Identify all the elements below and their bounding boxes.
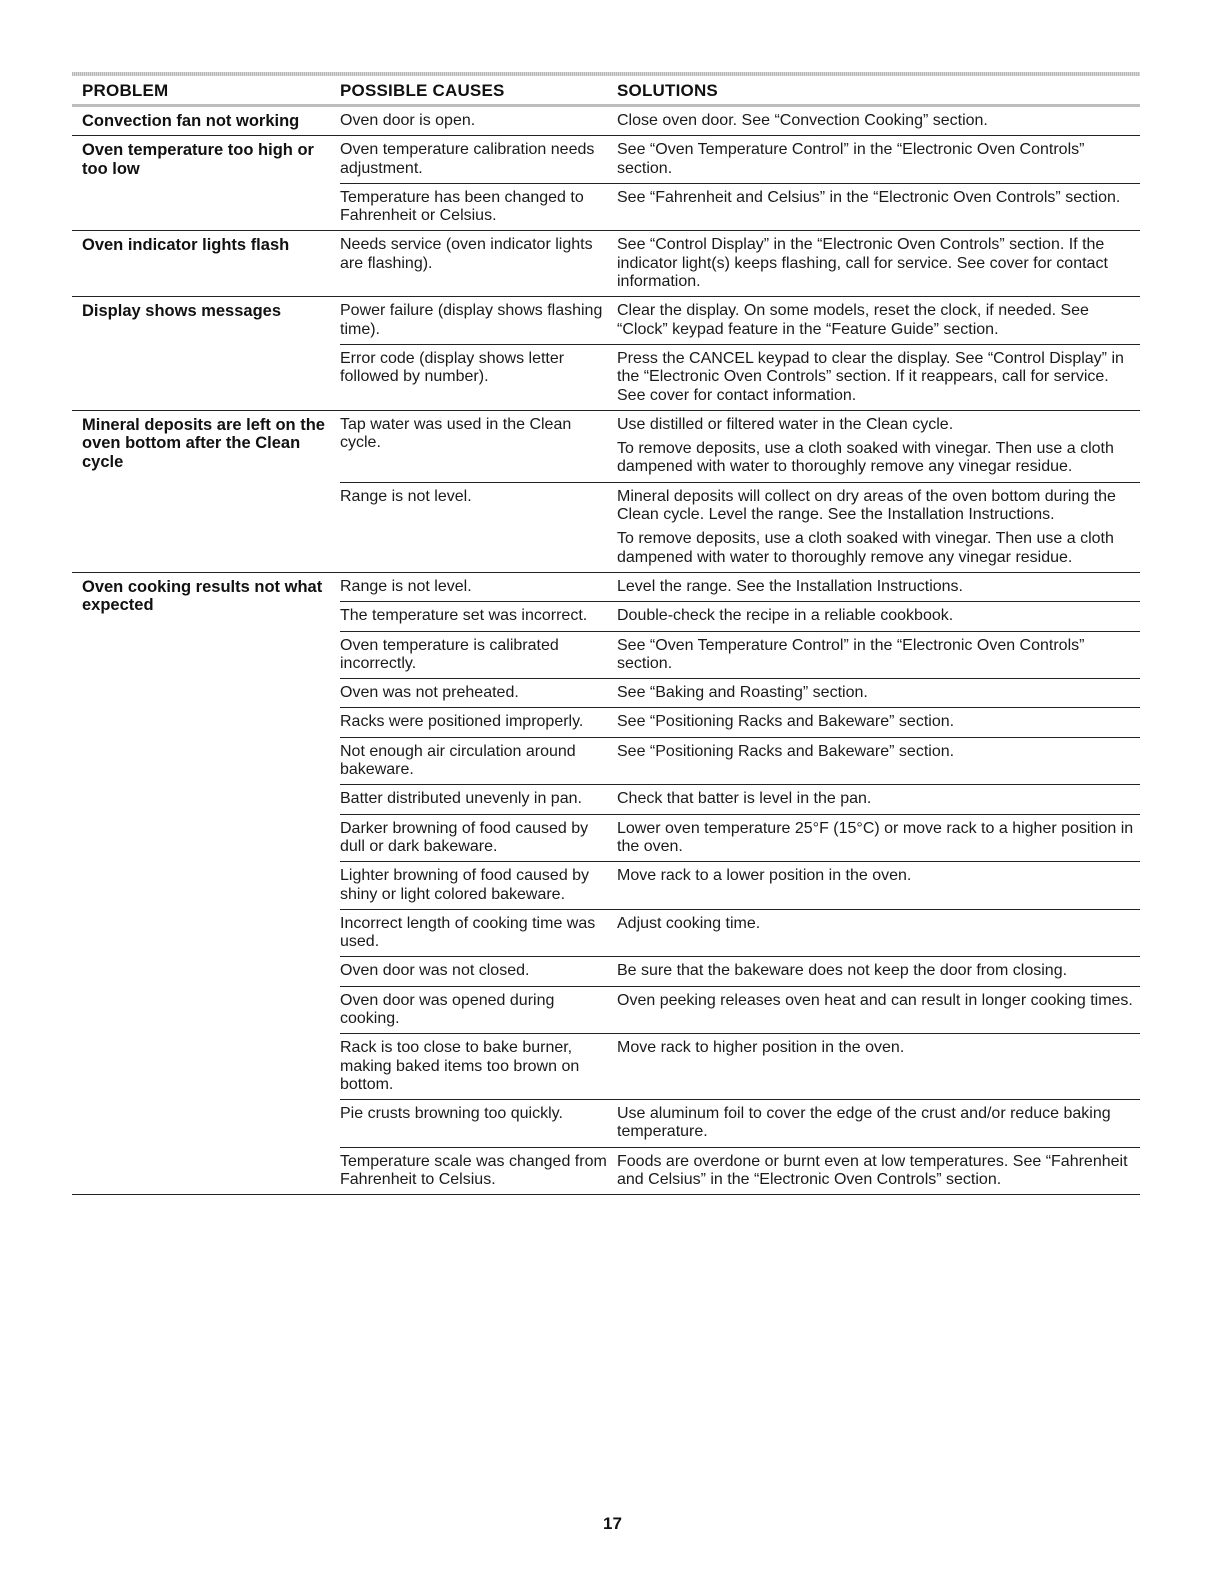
table-top-rule <box>72 72 1140 76</box>
possible-cause: Oven temperature is calibrated incorrectly. <box>340 636 559 672</box>
solution-paragraph: Press the CANCEL keypad to clear the display. See “Control Display” in the “Electronic Oven Controls” section. If it reappears, call for service. See cover for contact information. <box>617 349 1124 404</box>
solution <box>617 713 1140 731</box>
solution-paragraph: Double-check the recipe in a reliable cookbook. <box>617 607 954 625</box>
table-row <box>340 708 1140 737</box>
solution-paragraph: Foods are overdone or burnt even at low temperatures. See “Fahrenheit and Celsius” in the “Electronic Oven Controls” section. <box>617 1152 1128 1189</box>
solution <box>617 578 1140 596</box>
solution-paragraph: To remove deposits, use a cloth soaked with vinegar. Then use a cloth dampened with water to thoroughly remove any vinegar residue. <box>617 440 1114 476</box>
problem-group <box>72 573 1140 1195</box>
table-row <box>340 632 1140 680</box>
possible-cause: Incorrect length of cooking time was used. <box>340 914 596 951</box>
possible-cause: Not enough air circulation around bakeware. <box>340 742 576 779</box>
possible-cause: Range is not level. <box>340 577 472 595</box>
problem-label: Convection fan not working <box>82 112 300 130</box>
possible-cause: Power failure (display shows flashing time). <box>340 302 603 338</box>
solution-paragraph: To remove deposits, use a cloth soaked with vinegar. Then use a cloth dampened with water to thoroughly remove any vinegar residue. <box>617 530 1114 566</box>
solution-paragraph: See “Fahrenheit and Celsius” in the “Electronic Oven Controls” section. <box>617 188 1121 206</box>
solution <box>617 1105 1140 1142</box>
solution <box>617 962 1140 980</box>
table-row <box>340 411 1140 483</box>
possible-cause: Lighter browning of food caused by shiny or light colored bakeware. <box>340 867 590 903</box>
problem-group <box>72 297 1140 410</box>
table-row <box>340 987 1140 1035</box>
solution <box>617 992 1140 1029</box>
solution-paragraph: See “Positioning Racks and Bakeware” section. <box>617 713 955 731</box>
header-problem: PROBLEM <box>82 81 169 100</box>
solution-paragraph: Move rack to a lower position in the oven. <box>617 867 912 885</box>
problem-label: Oven cooking results not what expected <box>82 577 323 615</box>
table-row <box>340 1034 1140 1100</box>
page-number: 17 <box>603 1514 622 1533</box>
solution-paragraph: Close oven door. See “Convection Cooking” section. <box>617 112 988 129</box>
cause-solution-list <box>340 297 1140 409</box>
solution <box>617 302 1140 339</box>
solution <box>617 350 1140 405</box>
cause-solution-list <box>340 107 1140 135</box>
table-body <box>72 107 1140 1195</box>
solution <box>617 743 1140 780</box>
solution-paragraph: See “Oven Temperature Control” in the “Electronic Oven Controls” section. <box>617 636 1085 672</box>
possible-cause: Oven door is open. <box>340 112 476 129</box>
table-header-row <box>72 78 1140 107</box>
table-row <box>340 483 1140 572</box>
solution-paragraph: Be sure that the bakeware does not keep the door from closing. <box>617 962 1068 980</box>
table-row <box>340 297 1140 345</box>
cause-solution-list <box>340 136 1140 230</box>
solution-paragraph: See “Positioning Racks and Bakeware” section. <box>617 742 955 760</box>
possible-cause: Oven door was opened during cooking. <box>340 991 555 1027</box>
solution <box>617 1039 1140 1094</box>
table-row <box>340 184 1140 231</box>
problem-group <box>72 136 1140 231</box>
table-row <box>340 910 1140 958</box>
solution-paragraph: Mineral deposits will collect on dry areas of the oven bottom during the Clean cycle. Level the range. See the Installation Instructions. <box>617 487 1116 524</box>
possible-cause: Racks were positioned improperly. <box>340 713 584 731</box>
possible-cause: Temperature has been changed to Fahrenheit or Celsius. <box>340 188 584 225</box>
possible-cause: Tap water was used in the Clean cycle. <box>340 415 572 452</box>
solution <box>617 488 1140 567</box>
possible-cause: Temperature scale was changed from Fahrenheit to Celsius. <box>340 1152 607 1189</box>
troubleshooting-table <box>72 72 1140 1195</box>
solution <box>617 637 1140 674</box>
table-row <box>340 785 1140 814</box>
table-row <box>340 107 1140 135</box>
table-row <box>340 738 1140 786</box>
possible-cause: Needs service (oven indicator lights are flashing). <box>340 236 593 272</box>
solution <box>617 189 1140 226</box>
cause-solution-list <box>340 573 1140 1194</box>
solution-paragraph: Lower oven temperature 25°F (15°C) or move rack to a higher position in the oven. <box>617 819 1134 855</box>
solution <box>617 915 1140 952</box>
table-row <box>340 957 1140 986</box>
table-row <box>340 1100 1140 1148</box>
table-row <box>340 1148 1140 1195</box>
header-solutions: SOLUTIONS <box>617 81 718 100</box>
solution <box>617 607 1140 625</box>
solution-paragraph: Use aluminum foil to cover the edge of the crust and/or reduce baking temperature. <box>617 1105 1111 1141</box>
table-row <box>340 602 1140 631</box>
table-row <box>340 231 1140 296</box>
problem-group <box>72 411 1140 573</box>
problem-group <box>72 231 1140 297</box>
table-row <box>340 862 1140 910</box>
solution-paragraph: See “Baking and Roasting” section. <box>617 684 868 702</box>
solution-paragraph: Level the range. See the Installation Instructions. <box>617 577 963 595</box>
solution <box>617 141 1140 178</box>
solution <box>617 820 1140 857</box>
possible-cause: The temperature set was incorrect. <box>340 607 588 625</box>
solution-paragraph: Clear the display. On some models, reset the clock, if needed. See “Clock” keypad feature in the “Feature Guide” section. <box>617 302 1089 338</box>
table-row <box>340 136 1140 184</box>
solution <box>617 1153 1140 1190</box>
possible-cause: Oven temperature calibration needs adjustment. <box>340 141 595 177</box>
solution-paragraph: Move rack to higher position in the oven. <box>617 1039 905 1057</box>
solution-paragraph: Check that batter is level in the pan. <box>617 790 872 808</box>
solution-paragraph: Use distilled or filtered water in the Clean cycle. <box>617 415 954 433</box>
possible-cause: Pie crusts browning too quickly. <box>340 1105 563 1123</box>
solution-paragraph: Adjust cooking time. <box>617 914 761 932</box>
problem-label: Oven indicator lights flash <box>82 236 290 255</box>
solution-paragraph: See “Control Display” in the “Electronic Oven Controls” section. If the indicator light(s) keeps flashing, call for service. See cover for contact information. <box>617 236 1108 291</box>
solution <box>617 790 1140 808</box>
solution <box>617 867 1140 904</box>
possible-cause: Oven was not preheated. <box>340 684 519 702</box>
problem-label: Oven temperature too high or too low <box>82 141 314 178</box>
solution <box>617 416 1140 477</box>
header-possible-causes: POSSIBLE CAUSES <box>340 81 505 100</box>
table-row <box>340 573 1140 602</box>
table-row <box>340 679 1140 708</box>
problem-label: Display shows messages <box>82 302 282 321</box>
solution <box>617 684 1140 702</box>
solution-paragraph: See “Oven Temperature Control” in the “Electronic Oven Controls” section. <box>617 141 1085 177</box>
possible-cause: Range is not level. <box>340 487 472 505</box>
solution <box>617 112 1140 130</box>
table-row <box>340 815 1140 863</box>
possible-cause: Batter distributed unevenly in pan. <box>340 790 582 808</box>
problem-label: Mineral deposits are left on the oven bottom after the Clean cycle <box>82 415 325 471</box>
possible-cause: Error code (display shows letter followed by number). <box>340 349 565 386</box>
possible-cause: Darker browning of food caused by dull or dark bakeware. <box>340 819 589 855</box>
cause-solution-list <box>340 231 1140 296</box>
table-row <box>340 345 1140 410</box>
problem-group <box>72 107 1140 136</box>
solution-paragraph: Oven peeking releases oven heat and can result in longer cooking times. <box>617 991 1133 1009</box>
solution <box>617 236 1140 291</box>
possible-cause: Rack is too close to bake burner, making baked items too brown on bottom. <box>340 1039 580 1093</box>
cause-solution-list <box>340 411 1140 572</box>
possible-cause: Oven door was not closed. <box>340 962 530 980</box>
